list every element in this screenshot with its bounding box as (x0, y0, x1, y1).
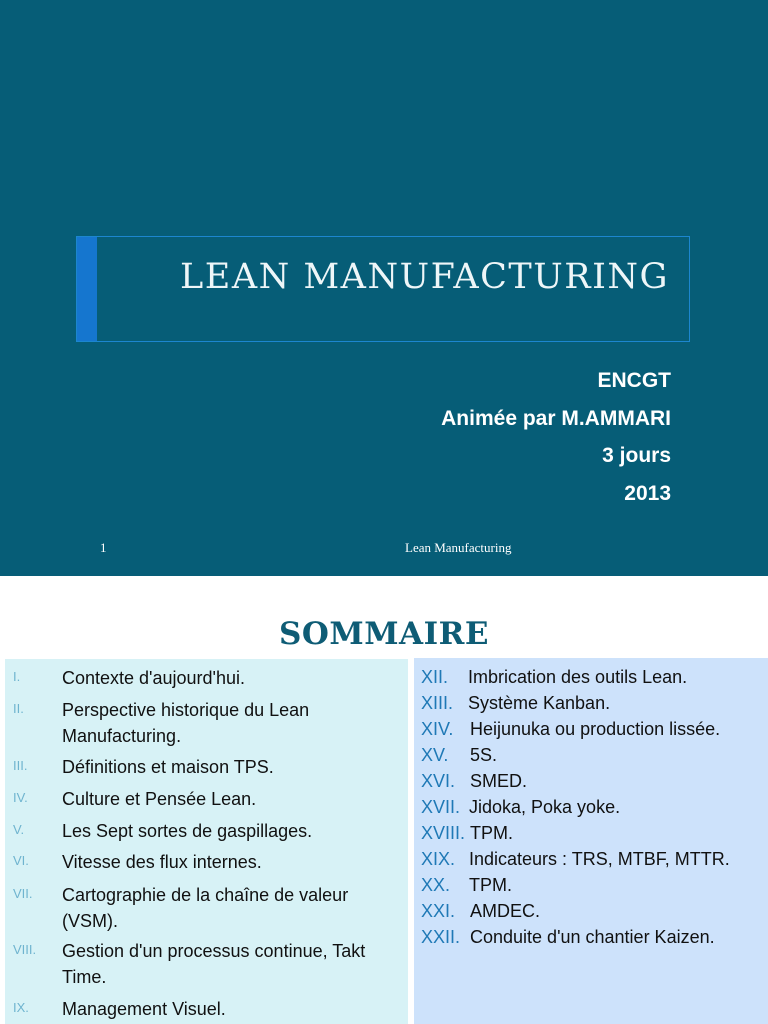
item-text: Cartographie de la chaîne de valeur (VSM). (62, 885, 349, 931)
item-number: XXI. (421, 901, 456, 921)
item-text: Contexte d'aujourd'hui. (62, 668, 245, 688)
item-number: VI. (13, 853, 29, 868)
item-number: III. (13, 758, 28, 773)
item-text: Jidoka, Poka yoke. (469, 797, 621, 817)
item-text: Indicateurs : TRS, MTBF, MTTR. (469, 849, 730, 869)
item-text: TPM. (469, 875, 512, 895)
summary-title: SOMMAIRE (279, 616, 489, 652)
subtitle-school: ENCGT (597, 369, 671, 392)
item-text: TPM. (470, 823, 513, 843)
summary-left-column (5, 659, 408, 1024)
item-number: XIII. (421, 693, 454, 713)
item-number: VII. (13, 886, 33, 901)
item-number: I. (13, 669, 21, 684)
slide-number: 1 (100, 540, 107, 555)
item-text: Conduite d'un chantier Kaizen. (470, 927, 715, 947)
item-text: Gestion d'un processus continue, Takt Time. (62, 941, 366, 987)
item-text: Les Sept sortes de gaspillages. (62, 821, 313, 841)
item-text: Définitions et maison TPS. (62, 757, 274, 777)
summary-right-column (414, 658, 768, 1024)
item-number: XII. (421, 667, 449, 687)
item-number: IV. (13, 790, 28, 805)
summary-slide (0, 576, 768, 1024)
item-text: 5S. (470, 745, 498, 765)
item-text: Perspective historique du Lean Manufacturing. (62, 700, 310, 746)
item-number: XX. (421, 875, 451, 895)
title-accent-bar (77, 237, 97, 341)
item-number: XVI. (421, 771, 456, 791)
item-text: Culture et Pensée Lean. (62, 789, 257, 809)
item-number: VIII. (13, 942, 37, 957)
item-number: XV. (421, 745, 449, 765)
item-number: II. (13, 701, 24, 716)
item-text: Imbrication des outils Lean. (468, 667, 688, 687)
subtitle-presenter: Animée par M.AMMARI (441, 406, 671, 430)
item-number: IX. (13, 1000, 29, 1015)
item-text: Management Visuel. (62, 999, 226, 1019)
subtitle-year: 2013 (624, 481, 671, 505)
item-text: Vitesse des flux internes. (62, 852, 262, 872)
item-text: Système Kanban. (468, 693, 611, 713)
title-box (76, 236, 690, 342)
item-text: SMED. (470, 771, 528, 791)
subtitle-duration: 3 jours (602, 444, 671, 467)
slide-footer: Lean Manufacturing (405, 540, 512, 555)
item-number: XXII. (421, 927, 461, 947)
item-number: V. (13, 822, 25, 837)
item-text: AMDEC. (470, 901, 541, 921)
item-text: Heijunuka ou production lissée. (470, 719, 721, 739)
item-number: XIX. (421, 849, 456, 869)
item-number: XVII. (421, 797, 461, 817)
item-number: XVIII. (421, 823, 466, 843)
item-number: XIV. (421, 719, 454, 739)
slide-title: LEAN MANUFACTURING (180, 257, 669, 297)
subtitle-block (441, 362, 671, 512)
